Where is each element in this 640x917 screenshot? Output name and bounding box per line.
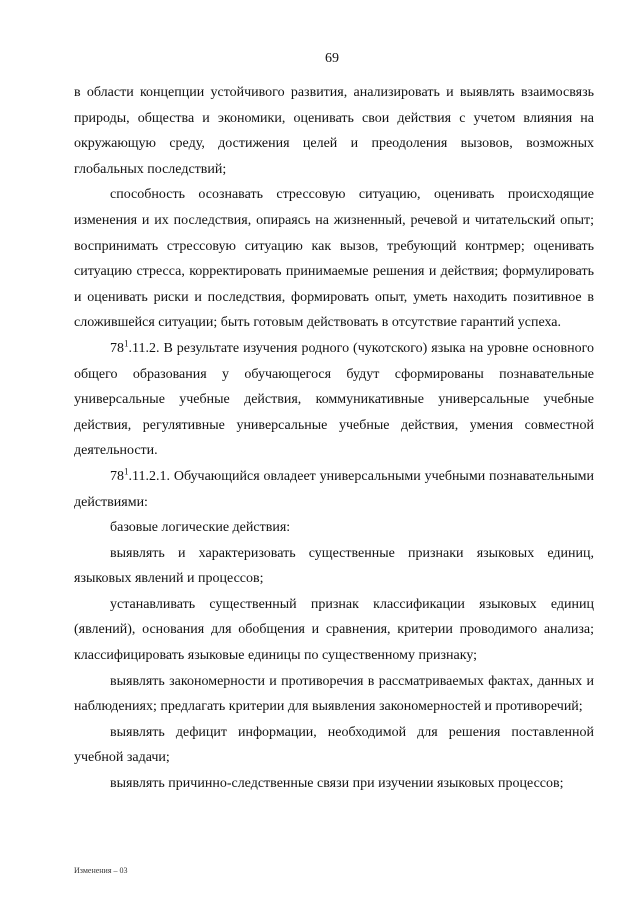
paragraph-classification: устанавливать существенный признак классификации языковых единиц (явлений), основания для обобщения и сравнения, критерии проводимого анализа; классифицировать языковые единицы по существенному признаку; bbox=[74, 596, 594, 664]
section-superscript: 1 bbox=[124, 338, 129, 349]
paragraph-patterns: выявлять закономерности и противоречия в рассматриваемых фактах, данных и наблюдениях; предлагать критерии для выявления закономерностей и противоречий; bbox=[74, 673, 594, 715]
footer-revision: Изменения – 03 bbox=[74, 866, 128, 875]
section-superscript: 1 bbox=[124, 466, 129, 477]
paragraph-sustainability: в области концепции устойчивого развития, анализировать и выявлять взаимосвязь природы, общества и экономики, оценивать свои действия с учетом влияния на окружающую среду, достижения целей и преодоления вызовов, возможных глобальных последствий; bbox=[74, 85, 594, 177]
section-text: .11.2. В результате изучения родного (чукотского) языка на уровне основного общего образования у обучающегося будут сформированы познавательные универсальные учебные действия, коммуникативные универсальные учебные действия, регулятивные универсальные учебные действия, умения совместной деятельности. bbox=[74, 340, 594, 459]
paragraph-information-deficit: выявлять дефицит информации, необходимой для решения поставленной учебной задачи; bbox=[74, 724, 594, 766]
document-body bbox=[74, 80, 594, 797]
paragraph-identify-features: выявлять и характеризовать существенные признаки языковых единиц, языковых явлений и процессов; bbox=[74, 545, 594, 587]
section-number: 78 bbox=[110, 340, 124, 356]
section-number: 78 bbox=[110, 468, 124, 484]
paragraph-section-78-11-2-1 bbox=[74, 464, 594, 515]
section-text: .11.2.1. Обучающийся овладеет универсальными учебными познавательными действиями: bbox=[74, 468, 594, 510]
paragraph-causal-links: выявлять причинно-следственные связи при изучении языковых процессов; bbox=[110, 776, 564, 792]
paragraph-section-78-11-2 bbox=[74, 336, 594, 464]
page-number: 69 bbox=[325, 51, 339, 66]
paragraph-stress-situation: способность осознавать стрессовую ситуацию, оценивать происходящие изменения и их последствия, опираясь на жизненный, речевой и читательский опыт; воспринимать стрессовую ситуацию как вызов, требующий контрмер; оценивать ситуацию стресса, корректировать принимаемые решения и действия; формулировать и оценивать риски и последствия, формировать опыт, уметь находить позитивное в сложившейся ситуации; быть готовым действовать в отсутствие гарантий успеха. bbox=[74, 187, 594, 331]
paragraph-basic-logic-actions: базовые логические действия: bbox=[110, 520, 291, 536]
